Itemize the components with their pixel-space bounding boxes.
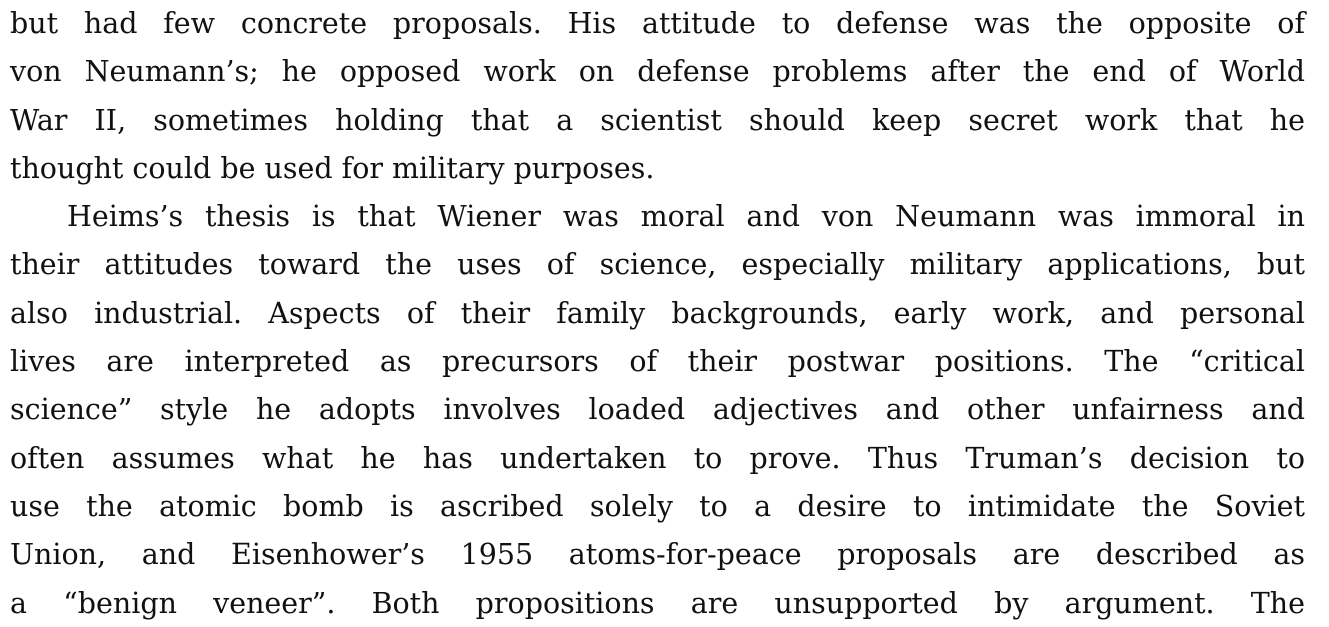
text-line: their attitudes toward the uses of science, especially military applications, but — [10, 248, 1305, 282]
text-line: Heims’s thesis is that Wiener was moral and von Neumann was immoral in — [67, 200, 1305, 234]
text-line: also industrial. Aspects of their family backgrounds, early work, and personal — [10, 296, 1305, 330]
text-line: War II, sometimes holding that a scientist should keep secret work that he — [10, 103, 1305, 137]
paragraph-2 — [10, 193, 1305, 627]
text-line: thought could be used for military purposes. — [10, 151, 655, 185]
text-line: a “benign veneer”. Both propositions are unsupported by argument. The — [10, 586, 1305, 620]
text-line: lives are interpreted as precursors of their postwar positions. The “critical — [10, 345, 1305, 379]
text-line: science” style he adopts involves loaded adjectives and other unfairness and — [10, 393, 1305, 427]
text-line: von Neumann’s; he opposed work on defense problems after the end of World — [10, 55, 1305, 89]
paragraph-1 — [10, 0, 1305, 193]
text-line: Union, and Eisenhower’s 1955 atoms-for-peace proposals are described as — [10, 538, 1305, 572]
text-line: use the atomic bomb is ascribed solely to a desire to intimidate the Soviet — [10, 489, 1305, 523]
body-text — [10, 0, 1305, 627]
text-line: often assumes what he has undertaken to prove. Thus Truman’s decision to — [10, 441, 1305, 475]
text-line: but had few concrete proposals. His attitude to defense was the opposite of — [10, 7, 1305, 40]
